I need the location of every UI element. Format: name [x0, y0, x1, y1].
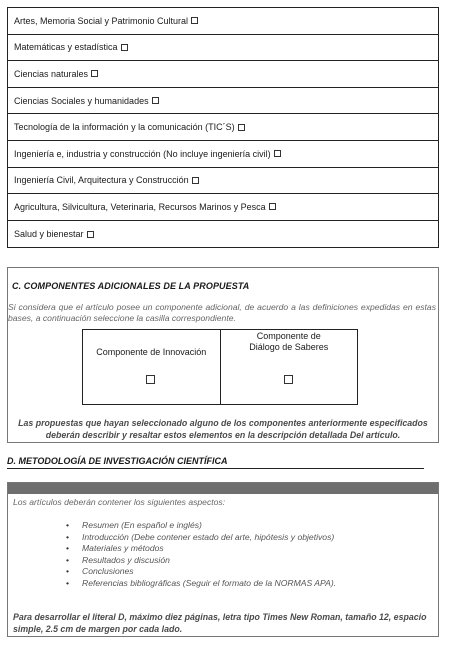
- section-d-title: D. METODOLOGÍA DE INVESTIGACIÓN CIENTÍFICA: [7, 456, 228, 466]
- list-item: [66, 578, 336, 590]
- list-item: [66, 566, 336, 578]
- area-checkbox[interactable]: [91, 70, 98, 77]
- section-c-note: Las propuestas que hayan seleccionado alguno de los componentes anteriormente especificados deberán describir y resaltar estos elementos en la descripción detallada Del artículo.: [18, 418, 428, 440]
- area-checkbox[interactable]: [192, 177, 199, 184]
- aspect-text: Referencias bibliográficas (Seguir el formato de la NORMAS APA).: [82, 577, 337, 588]
- component-innovation-checkbox[interactable]: [146, 375, 155, 384]
- bullet-icon: •: [66, 554, 70, 565]
- components-table: [82, 329, 358, 405]
- bullet-icon: •: [66, 531, 70, 542]
- component-dialogue-cell: [220, 330, 358, 404]
- bullet-icon: •: [66, 543, 70, 554]
- aspect-text: Resumen (En español e inglés): [82, 520, 202, 530]
- area-label: Ingeniería e, industria y construcción (No incluye ingeniería civil): [14, 148, 271, 159]
- component-innovation-label: Componente de Innovación: [96, 347, 207, 357]
- section-d-header-bar: [8, 483, 438, 494]
- section-d-note: Para desarrollar el literal D, máximo diez páginas, letra tipo Times New Roman, tamaño 12, espacio simple, 2.5 cm de margen por cada lado.: [13, 612, 427, 634]
- area-label: Tecnología de la información y la comunicación (TIC´S): [14, 122, 235, 133]
- area-label: Matemáticas y estadística: [14, 42, 118, 53]
- area-row: [8, 221, 438, 248]
- area-label: Ingeniería Civil, Arquitectura y Construcción: [14, 175, 189, 186]
- area-row: [8, 141, 438, 168]
- component-dialogue-checkbox[interactable]: [284, 375, 293, 384]
- area-row: [8, 35, 438, 62]
- area-checkbox[interactable]: [191, 17, 198, 24]
- aspect-text: Materiales y métodos: [82, 543, 164, 554]
- knowledge-area-table: [7, 7, 439, 248]
- area-label: Agricultura, Silvicultura, Veterinaria, Recursos Marinos y Pesca: [14, 201, 266, 212]
- area-label: Artes, Memoria Social y Patrimonio Cultural: [14, 15, 189, 26]
- area-row: [8, 88, 438, 115]
- component-innovation-cell: [83, 330, 220, 404]
- area-row: [8, 168, 438, 195]
- area-checkbox[interactable]: [238, 124, 245, 131]
- bullet-icon: •: [66, 577, 70, 588]
- aspect-text: Introducción (Debe contener estado del arte, hipótesis y objetivos): [82, 531, 335, 542]
- list-item: [66, 532, 336, 544]
- list-item: [66, 543, 336, 555]
- section-c-intro: Si considera que el artículo posee un componente adicional, de acuerdo a las definiciones expedidas en estas bases, a continuación seleccione la casilla correspondiente.: [8, 302, 436, 323]
- area-checkbox[interactable]: [87, 231, 94, 238]
- area-label: Salud y bienestar: [14, 229, 84, 240]
- area-row: [8, 194, 438, 221]
- area-checkbox[interactable]: [121, 44, 128, 51]
- area-row: [8, 61, 438, 88]
- area-row: [8, 114, 438, 141]
- section-d-underline: [7, 468, 424, 469]
- area-checkbox[interactable]: [152, 97, 159, 104]
- section-c-title: C. COMPONENTES ADICIONALES DE LA PROPUESTA: [12, 281, 250, 291]
- component-dialogue-label: Componente de Diálogo de Saberes: [249, 331, 329, 352]
- area-checkbox[interactable]: [269, 203, 276, 210]
- area-label: Ciencias naturales: [14, 68, 89, 79]
- list-item: [66, 520, 336, 532]
- area-label: Ciencias Sociales y humanidades: [14, 95, 149, 106]
- bullet-icon: •: [66, 566, 70, 577]
- section-d-intro: Los artículos deberán contener los siguientes aspectos:: [13, 497, 226, 507]
- area-row: [8, 8, 438, 35]
- area-checkbox[interactable]: [274, 150, 281, 157]
- aspect-text: Conclusiones: [82, 566, 134, 577]
- bullet-icon: •: [66, 520, 70, 530]
- aspect-text: Resultados y discusión: [82, 554, 170, 565]
- aspects-list: [66, 520, 336, 590]
- list-item: [66, 555, 336, 567]
